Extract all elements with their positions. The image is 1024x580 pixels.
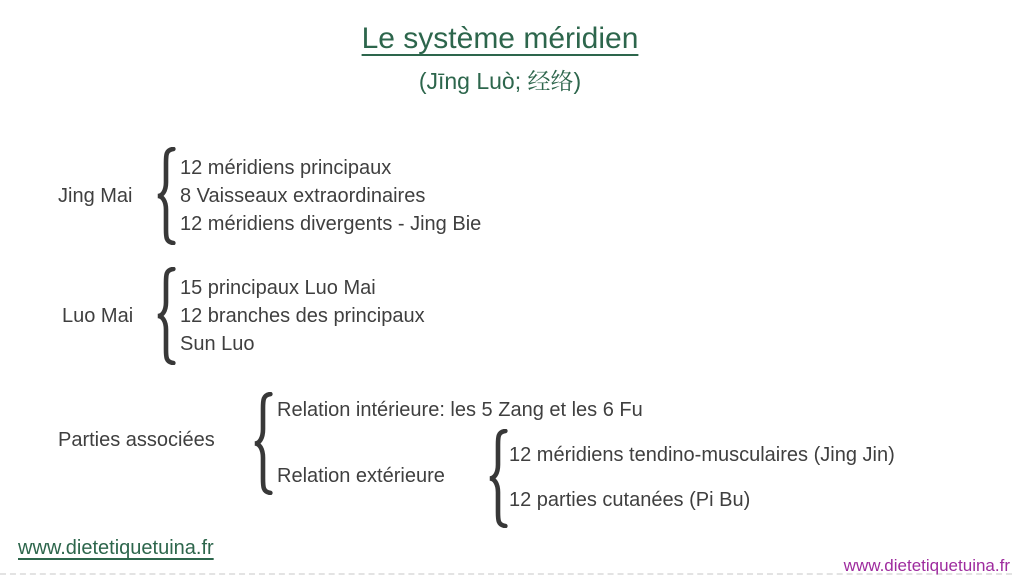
curly-brace-icon xyxy=(155,147,177,245)
watermark-link: www.dietetiquetuina.fr xyxy=(843,556,1010,575)
group-label-luo-mai: Luo Mai xyxy=(62,304,134,327)
tree-item: 12 parties cutanées (Pi Bu) xyxy=(509,489,751,511)
group-jing-mai xyxy=(58,147,481,245)
tree-item: 12 méridiens tendino-musculaires (Jing Jin) xyxy=(509,444,895,466)
group-label-parties-associees: Parties associées xyxy=(58,429,215,451)
tree-item: Relation intérieure: les 5 Zang et les 6 Fu xyxy=(277,399,643,421)
curly-brace-icon xyxy=(487,429,509,528)
site-link[interactable]: www.dietetiquetuina.fr xyxy=(18,537,214,559)
tree-item: Sun Luo xyxy=(180,333,255,355)
group-label-jing-mai: Jing Mai xyxy=(58,184,133,207)
curly-brace-icon xyxy=(252,392,274,495)
group-items xyxy=(180,267,425,365)
subgroup-label-relation-exterieure: Relation extérieure xyxy=(277,465,445,487)
tree-item: 15 principaux Luo Mai xyxy=(180,277,376,299)
tree-item: 12 méridiens principaux xyxy=(180,157,392,179)
group-luo-mai xyxy=(62,267,425,365)
tree-item: 12 méridiens divergents - Jing Bie xyxy=(180,213,482,235)
curly-brace-icon xyxy=(155,267,177,365)
tree-item: 12 branches des principaux xyxy=(180,305,425,327)
tree-item: 8 Vaisseaux extraordinaires xyxy=(180,185,426,207)
page-subtitle: (Jīng Luò; 经络) xyxy=(418,68,582,94)
group-items xyxy=(180,147,481,245)
page-title: Le système méridien xyxy=(361,22,639,55)
